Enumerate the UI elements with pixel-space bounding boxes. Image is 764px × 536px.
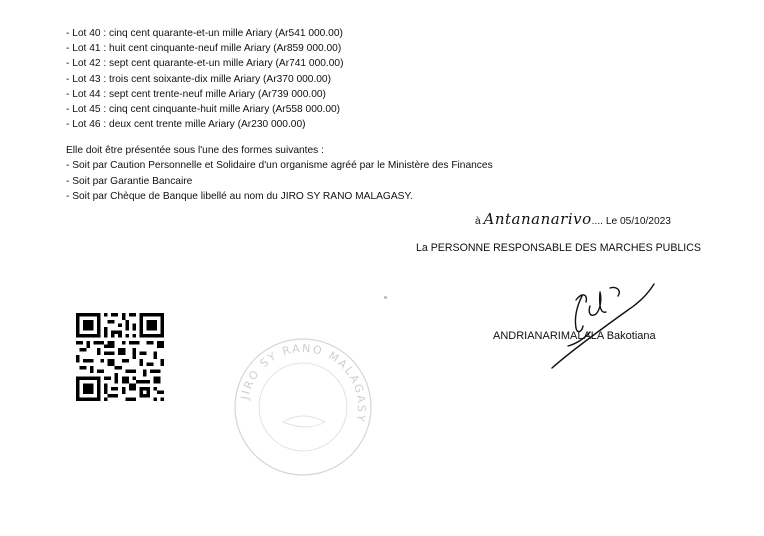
place-prefix: à bbox=[475, 216, 481, 227]
lot-item: - Lot 45 : cinq cent cinquante-huit mille Ariary (Ar558 000.00) bbox=[66, 104, 341, 116]
guarantee-option: - Soit par Garantie Bancaire bbox=[66, 175, 193, 187]
guarantee-option: - Soit par Chèque de Banque libellé au nom du JIRO SY RANO MALAGASY. bbox=[66, 190, 413, 202]
guarantee-intro: Elle doit être présentée sous l'une des formes suivantes : bbox=[66, 145, 324, 156]
lot-list bbox=[66, 26, 343, 132]
responsible-title: La PERSONNE RESPONSABLE DES MARCHES PUBLICS bbox=[416, 242, 701, 254]
lot-item: - Lot 42 : sept cent quarante-et-un mille Ariary (Ar741 000.00) bbox=[66, 58, 344, 70]
guarantee-option: - Soit par Caution Personnelle et Solidaire d'un organisme agréé par le Ministère des Finances bbox=[66, 160, 493, 172]
place-date-line bbox=[475, 210, 671, 228]
qr-code bbox=[76, 313, 164, 401]
signatory-name: ANDRIANARIMALALA Bakotiana bbox=[493, 330, 656, 342]
handwritten-signature bbox=[530, 270, 680, 380]
lot-item: - Lot 44 : sept cent trente-neuf mille Ariary (Ar739 000.00) bbox=[66, 88, 326, 100]
svg-text:JIRO SY RANO MALAGASY bbox=[238, 342, 368, 425]
lot-item: - Lot 43 : trois cent soixante-dix mille Ariary (Ar370 000.00) bbox=[66, 73, 331, 85]
stamp-text: JIRO SY RANO MALAGASY bbox=[238, 341, 369, 425]
date-text: .... Le 05/10/2023 bbox=[591, 216, 671, 227]
place-handwritten: Antananarivo bbox=[483, 210, 592, 228]
ink-dot bbox=[384, 296, 387, 299]
guarantee-forms bbox=[66, 143, 493, 204]
lot-item: - Lot 40 : cinq cent quarante-et-un mille Ariary (Ar541 000.00) bbox=[66, 28, 343, 39]
official-stamp bbox=[228, 332, 378, 482]
lot-item: - Lot 41 : huit cent cinquante-neuf mille Ariary (Ar859 000.00) bbox=[66, 43, 342, 55]
lot-item: - Lot 46 : deux cent trente mille Ariary (Ar230 000.00) bbox=[66, 119, 306, 131]
